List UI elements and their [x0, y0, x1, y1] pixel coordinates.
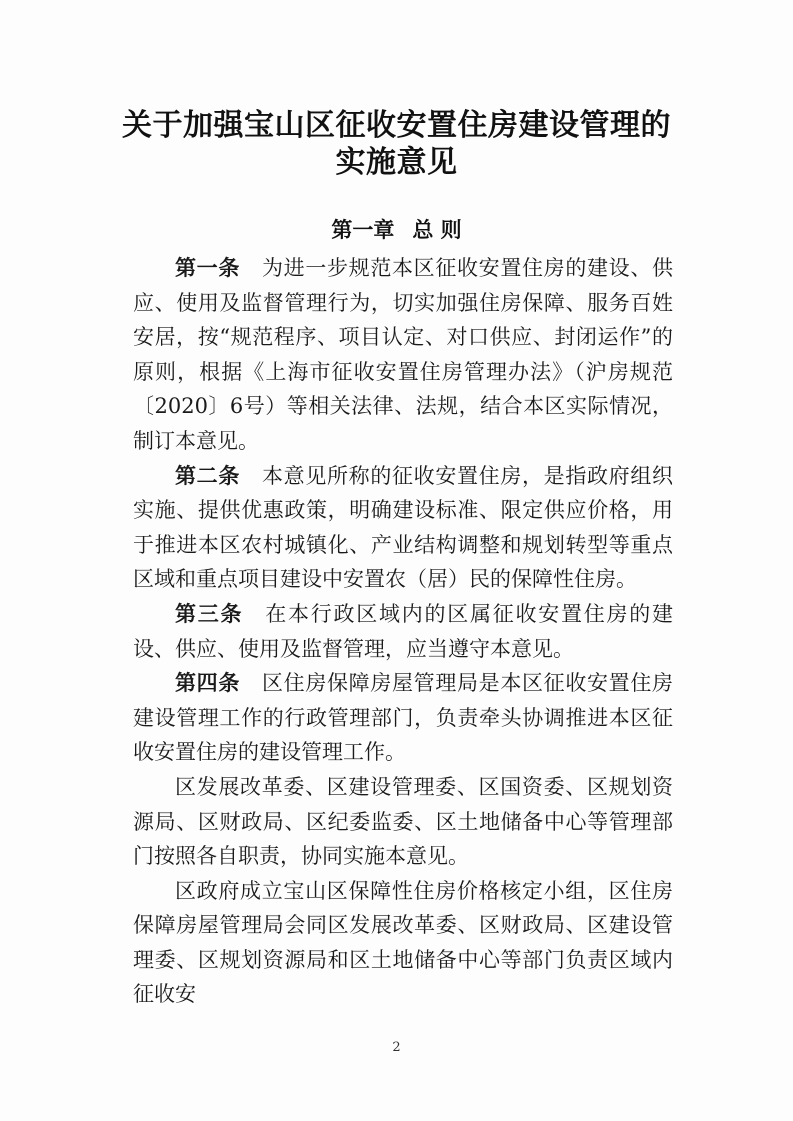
article-4-text: 区住房保障房屋管理局是本区征收安置住房建设管理工作的行政管理部门，负责牵头协调推进本区征收安置住房的建设管理工作。 [133, 671, 673, 765]
article-4-paragraph-2 [133, 770, 673, 874]
article-4-label: 第四条 [175, 671, 240, 696]
article-4-text-2: 区发展改革委、区建设管理委、区国资委、区规划资源局、区财政局、区纪委监委、区土地储备中心等管理部门按照各自职责，协同实施本意见。 [133, 774, 673, 869]
article-3-label: 第三条 [175, 601, 244, 626]
article-1-label: 第一条 [175, 256, 240, 280]
article-2-paragraph [133, 459, 673, 597]
article-1-paragraph [133, 251, 673, 459]
article-4-text-3: 区政府成立宝山区保障性住房价格核定小组，区住房保障房屋管理局会同区发展改革委、区财政局、区建设管理委、区规划资源局和区土地储备中心等部门负责区域内征收安 [133, 878, 673, 1007]
article-2-text: 本意见所称的征收安置住房，是指政府组织实施、提供优惠政策，明确建设标准、限定供应价格，用于推进本区农村城镇化、产业结构调整和规划转型等重点区域和重点项目建设中安置农（居）民的保障性住房。 [133, 463, 673, 592]
article-2-label: 第二条 [175, 463, 240, 488]
document-title-line-2: 实施意见 [335, 145, 458, 180]
article-4-paragraph [133, 666, 673, 770]
article-4-paragraph-3 [133, 874, 673, 1012]
article-3-text: 在本行政区域内的区属征收安置住房的建设、供应、使用及监督管理，应当遵守本意见。 [133, 601, 673, 661]
chapter-heading [0, 214, 793, 244]
article-3-paragraph [133, 597, 673, 666]
document-body [133, 251, 673, 1012]
chapter-name: 总 则 [412, 218, 462, 242]
page-number: 2 [392, 1040, 401, 1055]
article-1-text: 为进一步规范本区征收安置住房的建设、供应、使用及监督管理行为，切实加强住房保障、服务百姓安居，按“规范程序、项目认定、对口供应、封闭运作”的原则，根据《上海市征收安置住房管理办法》（沪房规范〔2020〕6号）等相关法律、法规，结合本区实际情况，制订本意见。 [133, 256, 673, 453]
document-title-line-1: 关于加强宝山区征收安置住房建设管理的 [122, 108, 671, 143]
chapter-number: 第一章 [331, 218, 395, 242]
